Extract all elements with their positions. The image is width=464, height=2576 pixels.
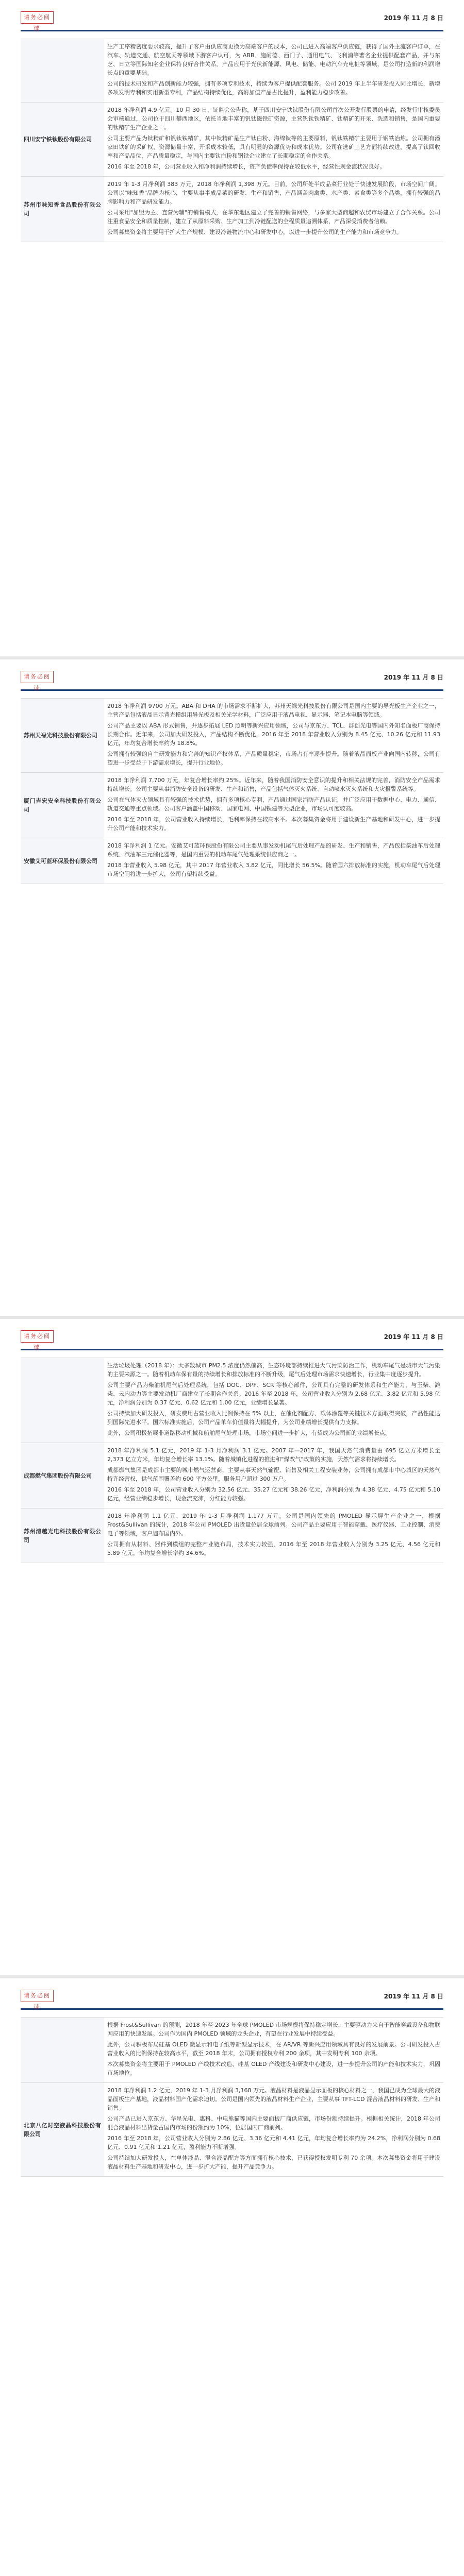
report-date: 2019 年 11 月 8 日 <box>384 1333 443 1341</box>
company-row <box>21 699 443 773</box>
description-paragraph: 公司主要产品为钛精矿和钒钛铁精矿，其中钛精矿是生产钛白粉、海绵钛等的主要原料，钒钛铁精矿主要用于钢铁冶炼。公司拥有潘家田铁矿的采矿权，资源储量丰富，开采成本较低，具有明显的资源优势和成本优势。公司在选矿工艺方面持续改进，提高了钛回收率和产品品位，产品质量稳定，与国内主要钛白粉和钢铁企业建立了长期稳定的合作关系。 <box>107 135 440 159</box>
company-description <box>104 103 443 177</box>
description-paragraph: 2019 年 1-3 月净利润 383 万元，2018 年净利润 1,398 万元。目前，公司所处半成品菜行业处于快速发展阶段，市场空间广阔。公司以"味知香"品牌为核心，主要从事半成品菜的研发、生产和销售，产品涵盖肉禽类、水产类、素食类等多个品类，拥有较强的品牌影响力和产品研发能力。 <box>107 181 440 205</box>
company-name: 苏州市味知香食品股份有限公司 <box>21 177 104 242</box>
company-description <box>104 2018 443 2083</box>
company-description <box>104 177 443 242</box>
description-paragraph: 2018 年净利润 1.1 亿元，2019 年 1-3 月净利润 1,177 万元。公司是国内领先的 PMOLED 显示屏生产企业之一，根据 Frost&Sullivan 的统计，2018 年公司 PMOLED 出货量位居全球前列。公司产品主要应用于智能穿戴、医疗仪器、工业控制、消费电子等领域，客户遍布国内外。 <box>107 1513 440 1537</box>
description-paragraph: 公司持续加大研发投入，在单体液晶、混合液晶配方等方面拥有核心技术，已获得授权发明专利 70 余项。本次募集资金将用于建设液晶材料生产基地和研发中心，进一步扩大产能，提升产品竞争力。 <box>107 2155 440 2170</box>
company-row <box>21 2083 443 2177</box>
company-table <box>21 39 443 242</box>
company-row <box>21 2018 443 2083</box>
description-paragraph: 成都燃气集团是成都市主要的城市燃气运营商，主要从事天然气输配、销售及相关工程安装业务，公司拥有成都市中心城区的天然气特许经营权，供气范围覆盖约 600 平方公里，服务用户超过 300 万户。 <box>107 1467 440 1482</box>
company-row <box>21 838 443 884</box>
disclaimer-tag: 请务必阅读 <box>21 1990 54 2002</box>
description-paragraph: 此外，公司积极拓展非道路移动机械和船舶尾气处理市场，市场空间进一步扩大，有望成为公司新的业绩增长点。 <box>107 1430 391 1436</box>
disclaimer-tag: 请务必阅读 <box>21 671 54 683</box>
description-paragraph: 公司主要产品为柴油机尾气后处理系统，包括 DOC、DPF、SCR 等核心部件，公司具有完整的研发体系和生产能力，与玉柴、潍柴、云内动力等主要发动机厂商建立了长期合作关系。2016 年至 2018 年，公司营业收入分别为 2.68 亿元、3.82 亿元和 5.98 亿元，净利润分别为 0.37 亿元、0.62 亿元和 1.00 亿元，业绩增长显著。 <box>107 1382 440 1406</box>
description-paragraph: 2018 年净利润 1.2 亿元，2019 年 1-3 月净利润 3,168 万元。液晶材料是液晶显示面板的核心材料之一，我国已成为全球最大的液晶面板生产基地，液晶材料国产化需求迫切。公司是国内领先的液晶材料生产企业，主要从事 TFT-LCD 混合液晶材料的研发、生产和销售。 <box>107 2087 440 2111</box>
company-description <box>104 838 443 884</box>
description-paragraph: 生产工序精密度要求较高，提升了客户由供应商更换为高端客户的成本，公司已进入高端客户供应链，获得了国外主流客户订单，在汽车、轨道交通、航空航天等领域下游客户认可，为 ABB、施耐德、西门子、通用电气、飞利浦等著名企业提供配套产品，并与东芝、日立等国际知名企业保持良好合作关系。产品应用于光伏新能源、风电、储能、电动汽车充电桩等领域，是公司打造新的利润增长点的重要基础。 <box>107 43 440 76</box>
description-paragraph: 2018 年净利润 9700 万元。ABA 和 DHA 的市场需求不断扩大，苏州天禄光科技股份有限公司是国内主要的导光板生产企业之一，主营产品包括液晶显示背光模组用导光板及相关光学材料，广泛应用于液晶电视、显示器、笔记本电脑等领域。 <box>107 703 440 718</box>
company-row <box>21 177 443 242</box>
company-table <box>21 2017 443 2177</box>
company-name: 成都燃气集团股份有限公司 <box>21 1443 104 1509</box>
company-name: 四川安宁铁钛股份有限公司 <box>21 103 104 177</box>
company-name: 安徽艾可蓝环保股份有限公司 <box>21 838 104 884</box>
description-paragraph: 2016 年至 2018 年，公司营业收入持续增长，毛利率保持在较高水平。本次募集资金将用于建设新生产基地和研发中心，进一步提升公司产能和技术实力。 <box>107 816 440 832</box>
company-name: 苏州天禄光科技股份有限公司 <box>21 699 104 773</box>
company-name <box>21 39 104 103</box>
company-description <box>104 2083 443 2177</box>
report-page <box>0 1319 464 1978</box>
company-row <box>21 103 443 177</box>
company-name: 北京八亿时空液晶科技股份有限公司 <box>21 2083 104 2177</box>
company-row <box>21 1509 443 1563</box>
description-paragraph: 2016 年至 2018 年，公司营业收入和净利润持续增长，资产负债率保持在较低水平，经营性现金流状况良好。 <box>107 163 386 170</box>
description-paragraph: 公司拥有较强的自主研发能力和完善的知识产权体系，产品质量稳定，市场占有率逐步提升。随着液晶面板产业向国内转移，公司有望进一步受益于下游需求增长，提升行业地位。 <box>107 751 440 766</box>
company-row <box>21 1358 443 1443</box>
report-date: 2019 年 11 月 8 日 <box>384 1993 443 2000</box>
report-page <box>0 1978 464 2576</box>
description-paragraph: 公司持续加大研发投入，研发费用占营业收入比例保持在 5% 以上，在催化剂配方、载体涂覆等关键技术方面取得突破，产品性能达到国际先进水平。国六标准实施后，公司产品单车价值量将大幅提升，为公司业绩增长提供有力支撑。 <box>107 1410 440 1426</box>
description-paragraph: 根据 Frost&Sullivan 的预测，2018 年至 2023 年全球 PMOLED 市场规模将保持稳定增长，主要驱动力来自于智能穿戴设备和物联网应用的快速发展。公司作为国内 PMOLED 领域的龙头企业，有望在行业发展中持续受益。 <box>107 2022 440 2037</box>
page-header <box>21 0 443 31</box>
report-date: 2019 年 11 月 8 日 <box>384 14 443 22</box>
report-page <box>0 659 464 1319</box>
description-paragraph: 2016 年至 2018 年，公司营业收入分别为 32.56 亿元、35.27 亿元和 38.26 亿元，净利润分别为 4.38 亿元、4.75 亿元和 5.10 亿元，经营业绩稳步增长，现金流充沛，分红能力较强。 <box>107 1486 440 1502</box>
description-paragraph: 2018 年净利润 1 亿元。安徽艾可蓝环保股份有限公司主要从事发动机尾气后处理产品的研发、生产和销售，产品包括柴油车后处理系统、汽油车三元催化器等，是国内重要的机动车尾气处理系统供应商之一。 <box>107 842 440 858</box>
description-paragraph: 公司募集资金将主要用于扩大生产规模、建设冷链物流中心和研发中心，以进一步提升公司的生产能力和市场竞争力。 <box>107 229 402 235</box>
company-name: 厦门吉宏安全科技股份有限公司 <box>21 773 104 838</box>
page-header <box>21 1319 443 1350</box>
description-paragraph: 公司采用"加盟为主、直营为辅"的销售模式，在华东地区建立了完善的销售网络，与多家大型商超和农贸市场建立了合作关系。公司注重食品安全和质量控制，建立了从原料采购、生产加工到冷链配送的全程质量追溯体系，产品深受消费者信赖。 <box>107 209 440 225</box>
description-paragraph: 公司产品已进入京东方、华星光电、惠科、中电熊猫等国内主要面板厂商供应链，市场份额持续提升。根据相关统计，2018 年公司混合液晶材料出货量占国内市场的份额约为 10%，位居国内厂商前列。 <box>107 2115 440 2131</box>
company-row <box>21 1443 443 1509</box>
description-paragraph: 公司拥有从材料、器件到模组的完整产业链布局，技术实力较强，2016 年至 2018 年营业收入分别为 3.25 亿元、4.56 亿元和 5.89 亿元，年均复合增长率约 34.6%。 <box>107 1541 440 1556</box>
company-description <box>104 773 443 838</box>
description-paragraph: 公司产品主要以 ABA 形式销售，并逐步拓展 LED 照明等新兴应用领域，公司与京东方、TCL、群创光电等国内外知名面板厂商保持长期合作。近年来，公司加大研发投入，产品结构不断优化，2016 年至 2018 年营业收入分别为 8.45 亿元、10.26 亿元和 11.93 亿元，年均复合增长率约为 18.8%。 <box>107 722 440 747</box>
company-name <box>21 1358 104 1443</box>
description-paragraph: 2018 年净利润 7,700 万元，年复合增长率约 25%。近年来，随着我国消防安全意识的提升和相关法规的完善，消防安全产品需求持续增长。公司主要从事消防安全设备的研发、生产和销售，产品包括气体灭火系统、自动喷水灭火系统和火灾报警系统等。 <box>107 777 440 792</box>
company-row <box>21 773 443 838</box>
company-description <box>104 1509 443 1563</box>
report-date: 2019 年 11 月 8 日 <box>384 674 443 681</box>
description-paragraph: 本次募集资金将主要用于 PMOLED 产线技术改造、硅基 OLED 产线建设和研发中心建设，进一步提升公司的产能和技术实力，巩固市场地位。 <box>107 2061 440 2076</box>
company-description <box>104 39 443 103</box>
description-paragraph: 公司的技术研发和产品创新能力较强，拥有多项专利技术，持续为客户提供配套服务。公司 2019 年上半年研发投入同比增长，新增多项发明专利和实用新型专利，产品结构持续优化，高附加值产品占比提升，盈利能力稳步改善。 <box>107 80 440 96</box>
company-name: 苏州清越光电科技股份有限公司 <box>21 1509 104 1563</box>
description-paragraph: 2018 年营业收入 5.98 亿元，其中 2017 年营业收入 3.82 亿元，同比增长 56.5%。随着国六排放标准的实施，机动车尾气后处理市场空间将进一步扩大，公司有望持续受益。 <box>107 862 440 877</box>
disclaimer-tag: 请务必阅读 <box>21 1330 54 1343</box>
company-description <box>104 699 443 773</box>
company-table <box>21 1358 443 1563</box>
page-header <box>21 659 443 691</box>
disclaimer-tag: 请务必阅读 <box>21 11 54 24</box>
description-paragraph: 2018 年净利润 4.9 亿元。10 月 30 日，证监会公告称，基于四川安宁铁钛股份有限公司首次公开发行股票的申请，经发行审核委员会审核通过，公司位于四川攀西地区，依托当地丰富的钒钛磁铁矿资源，主营钒钛铁精矿、钛精矿的开采、洗选和销售，是国内重要的钛精矿生产企业之一。 <box>107 107 440 131</box>
company-row <box>21 39 443 103</box>
description-paragraph: 此外，公司积极布局硅基 OLED 微显示和电子纸等新型显示技术，在 AR/VR 等新兴应用领域具有良好的发展前景。公司研发投入占营业收入的比例保持在较高水平，截至 2018 年末，公司拥有授权专利 200 余项，其中发明专利 100 余项。 <box>107 2041 440 2057</box>
description-paragraph: 生活垃圾处理（2018 年）：大多数城市 PM2.5 浓度仍然偏高，生态环境部持续推进大气污染防治工作，机动车尾气是城市大气污染的主要来源之一。随着机动车保有量的持续增长和排放标准的不断升级，尾气后处理市场需求快速增长，行业集中度逐步提升。 <box>107 1362 440 1378</box>
company-description <box>104 1358 443 1443</box>
company-description <box>104 1443 443 1509</box>
company-name <box>21 2018 104 2083</box>
description-paragraph: 2016 年至 2018 年，公司营业收入分别为 2.86 亿元、3.36 亿元和 4.41 亿元，年均复合增长率约为 24.2%，净利润分别为 0.68 亿元、0.91 亿元和 1.21 亿元，盈利能力不断增强。 <box>107 2135 440 2150</box>
report-page <box>0 0 464 659</box>
description-paragraph: 2018 年净利润 5.1 亿元，2019 年 1-3 月净利润 3.1 亿元。2007 年—2017 年，我国天然气消费量由 695 亿立方米增长至 2,373 亿立方米，年均复合增长率 13.1%。随着城镇化进程的推进和"煤改气"政策的实施，天然气需求将持续增长。 <box>107 1447 440 1463</box>
company-table <box>21 698 443 884</box>
description-paragraph: 公司在气体灭火领域具有较强的技术优势，拥有多项核心专利，产品通过国家消防产品认证，并广泛应用于数据中心、电力、通信、轨道交通等重点领域。公司客户涵盖中国移动、国家电网、中国铁建等大型企业，市场认可度较高。 <box>107 796 440 812</box>
page-header <box>21 1978 443 2010</box>
